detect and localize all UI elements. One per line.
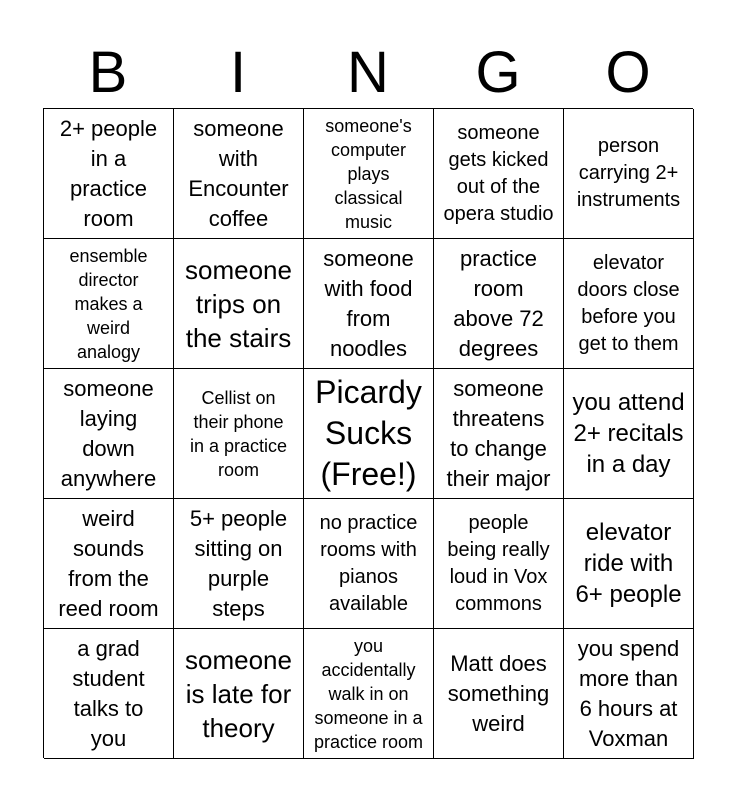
bingo-grid	[43, 108, 693, 758]
bingo-cell[interactable]	[174, 369, 304, 499]
bingo-header	[43, 38, 693, 108]
bingo-cell[interactable]	[44, 239, 174, 369]
bingo-cell[interactable]	[434, 499, 564, 629]
free-space[interactable]	[304, 369, 434, 499]
bingo-cell[interactable]	[434, 239, 564, 369]
bingo-cell[interactable]	[44, 369, 174, 499]
bingo-cell[interactable]	[434, 629, 564, 759]
bingo-cell[interactable]	[304, 499, 434, 629]
cell-text: elevator ride with 6+ people	[575, 519, 682, 608]
bingo-cell[interactable]	[434, 109, 564, 239]
cell-text: you spend more than 6 hours at Voxman	[577, 635, 680, 751]
bingo-cell[interactable]	[44, 629, 174, 759]
bingo-cell[interactable]	[174, 109, 304, 239]
header-letter-n: N	[347, 40, 389, 105]
cell-text: weird sounds from the reed room	[58, 505, 159, 621]
cell-text: someone with food from noodles	[323, 245, 414, 361]
bingo-cell[interactable]	[564, 629, 694, 759]
cell-text: a grad student talks to you	[72, 635, 145, 751]
bingo-cell[interactable]	[174, 499, 304, 629]
bingo-cell[interactable]	[564, 369, 694, 499]
header-letter-o: O	[605, 40, 651, 105]
bingo-cell[interactable]	[44, 499, 174, 629]
bingo-cell[interactable]	[564, 109, 694, 239]
cell-text: you attend 2+ recitals in a day	[572, 389, 685, 478]
cell-text: ensemble director makes a weird analogy	[69, 245, 148, 362]
cell-text: Cellist on their phone in a practice room	[189, 387, 288, 480]
header-letter-b: B	[88, 40, 128, 105]
bingo-cell[interactable]	[304, 109, 434, 239]
cell-text: no practice rooms with pianos available	[319, 511, 418, 615]
bingo-cell[interactable]	[174, 239, 304, 369]
cell-text: someone gets kicked out of the opera studio	[443, 121, 554, 225]
bingo-cell[interactable]	[44, 109, 174, 239]
bingo-cell[interactable]	[304, 239, 434, 369]
cell-text: someone's computer plays classical music	[325, 115, 412, 232]
cell-text: someone laying down anywhere	[60, 375, 157, 491]
header-letter-i: I	[229, 40, 247, 105]
bingo-cell[interactable]	[174, 629, 304, 759]
cell-text: practice room above 72 degrees	[453, 245, 544, 361]
bingo-cell[interactable]	[564, 499, 694, 629]
cell-text: someone with Encounter coffee	[188, 115, 289, 231]
header-letter-g: G	[475, 40, 521, 105]
cell-text: someone is late for theory	[185, 644, 292, 743]
bingo-cell[interactable]	[564, 239, 694, 369]
cell-text: someone threatens to change their major	[446, 375, 551, 491]
bingo-cell[interactable]	[304, 629, 434, 759]
cell-text: Matt does something weird	[447, 650, 550, 736]
cell-text: people being really loud in Vox commons	[447, 511, 550, 615]
cell-text: someone trips on the stairs	[185, 254, 292, 353]
cell-text: person carrying 2+ instruments	[576, 135, 681, 211]
cell-text: Picardy Sucks (Free!)	[315, 374, 422, 492]
cell-text: 2+ people in a practice room	[59, 115, 158, 231]
cell-text: elevator doors close before you get to them	[577, 251, 680, 355]
cell-text: 5+ people sitting on purple steps	[189, 505, 288, 621]
bingo-cell[interactable]	[434, 369, 564, 499]
cell-text: you accidentally walk in on someone in a practice room	[313, 635, 424, 752]
